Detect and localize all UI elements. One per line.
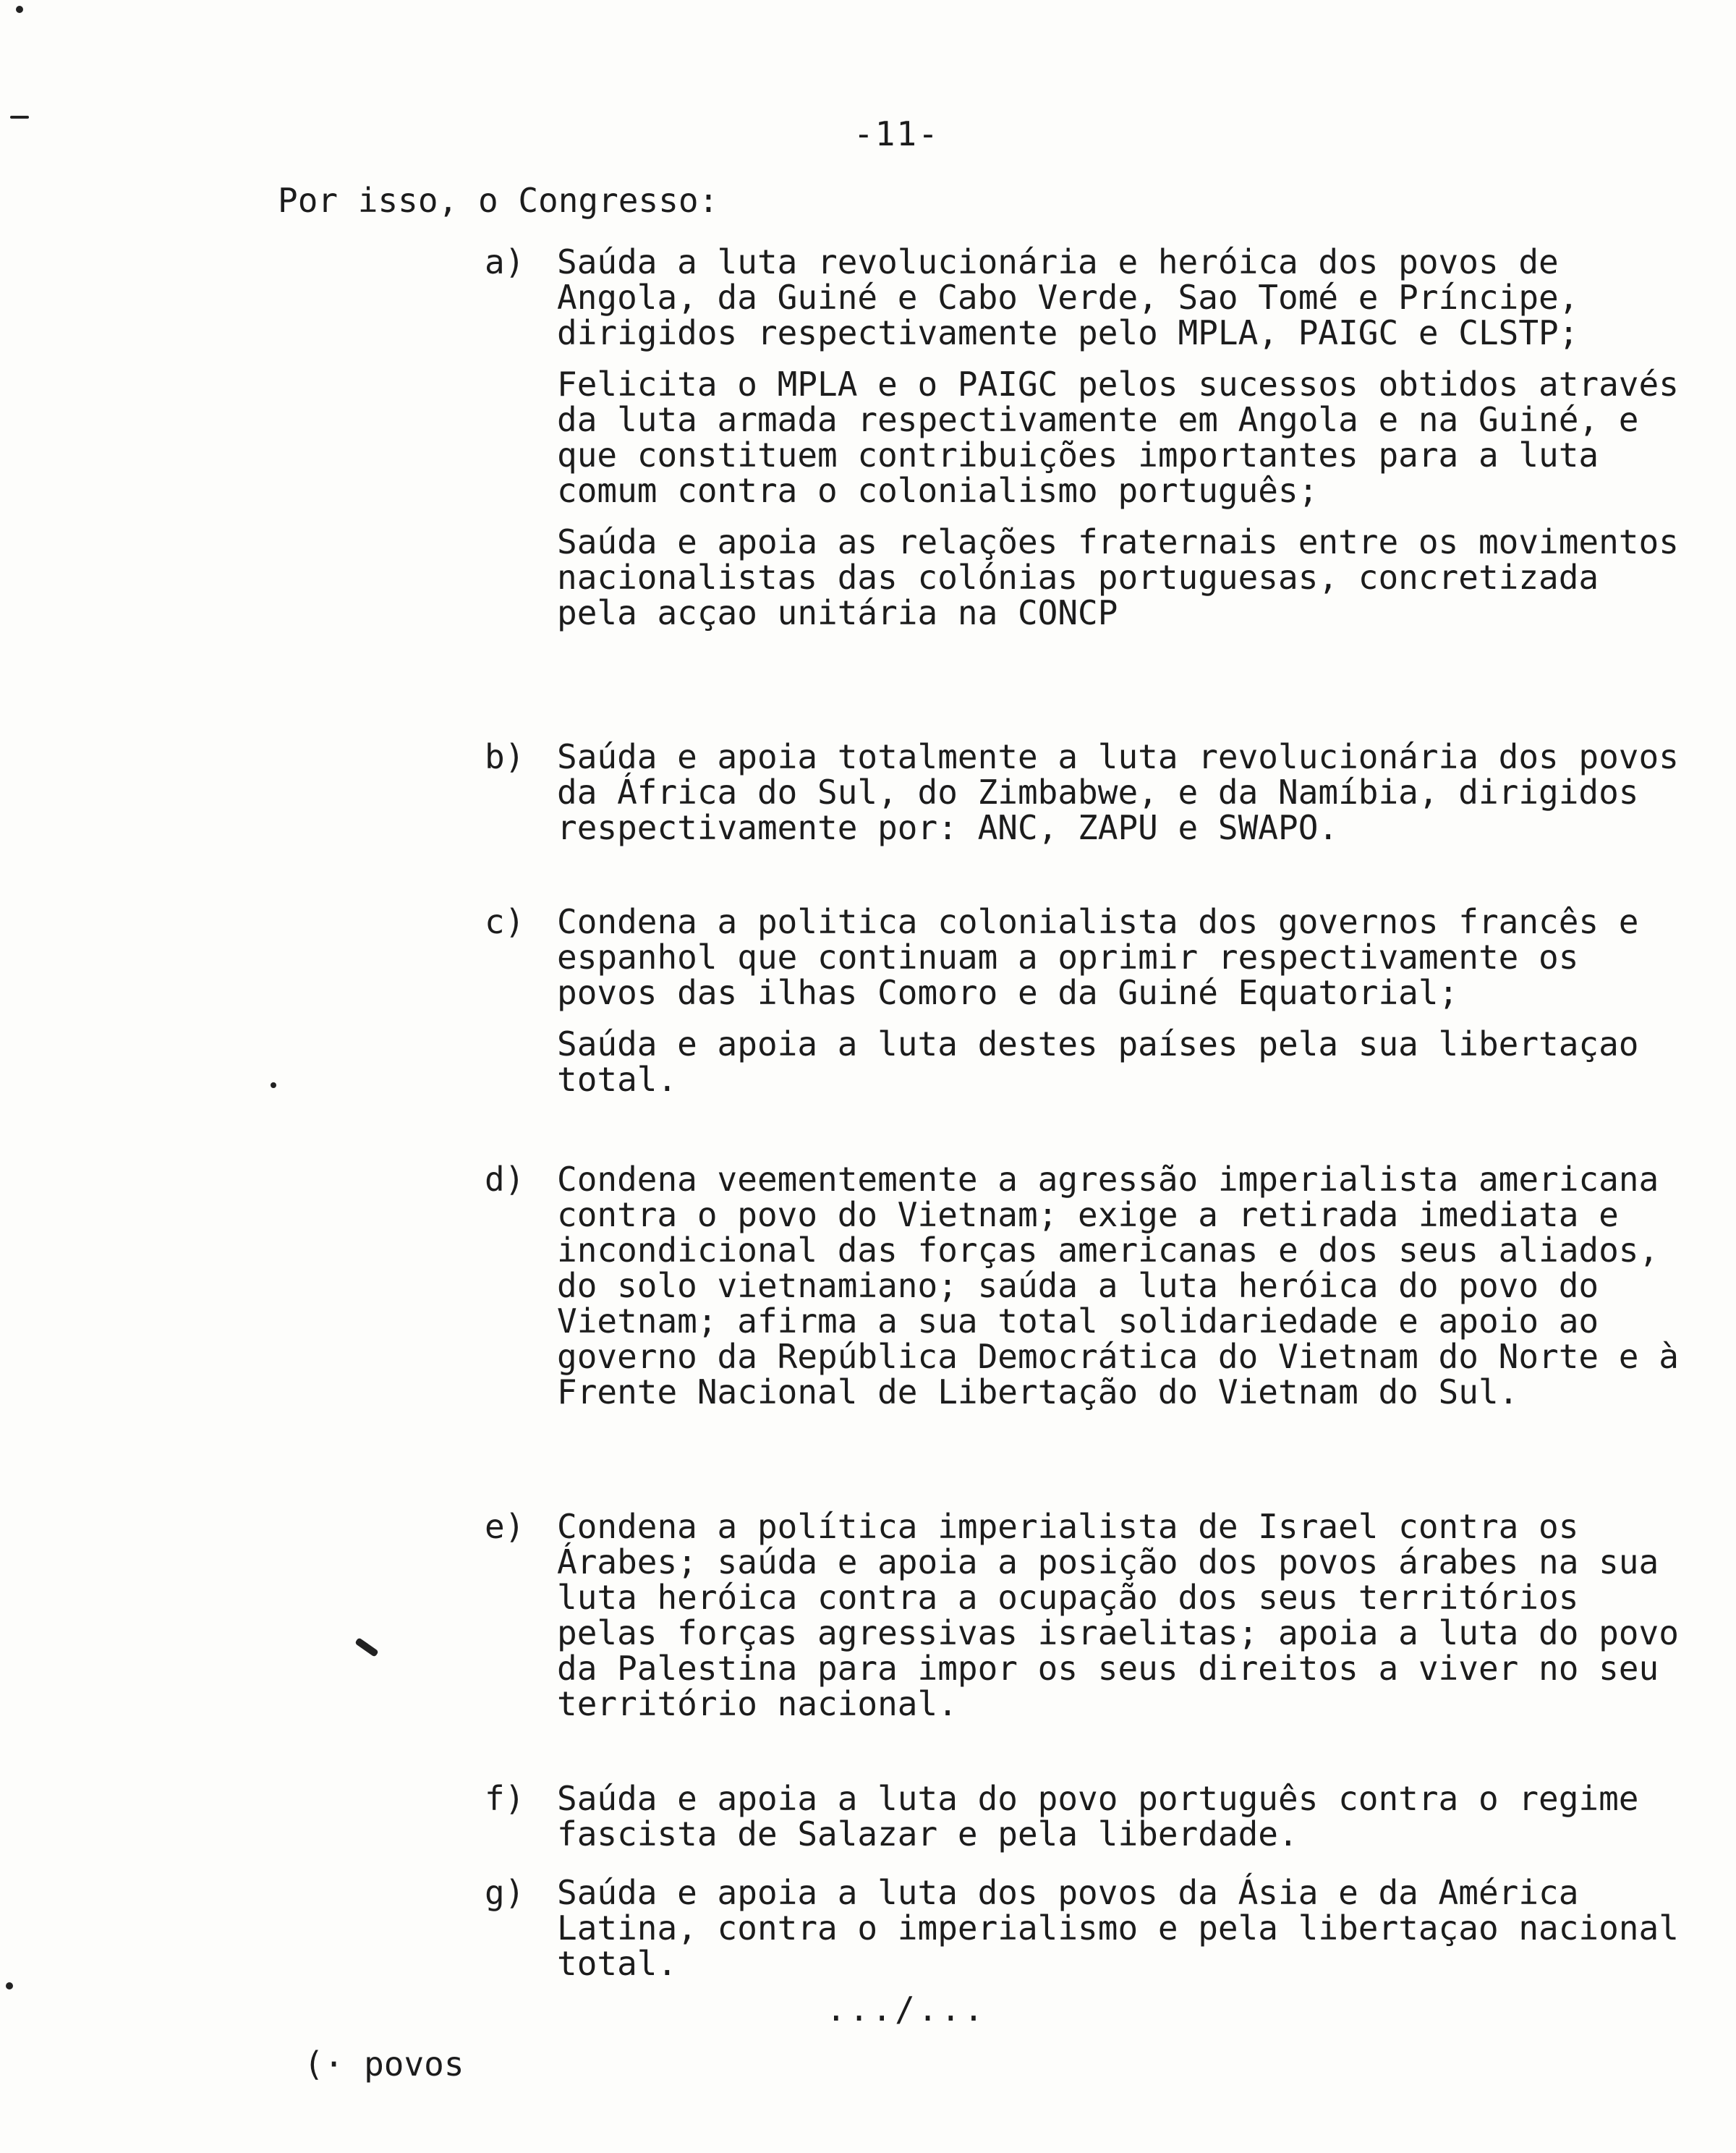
item-c-paragraph-1: Condena a politica colonialista dos governos francês e espanhol que continuam a oprimir respectivamente os povos das ilhas Comoro e da Guiné Equatorial; bbox=[557, 902, 1639, 1012]
scan-speck bbox=[10, 116, 29, 119]
item-marker: f) bbox=[485, 1779, 525, 1818]
item-c-paragraph-2: Saúda e apoia a luta destes países pela sua libertaçao total. bbox=[557, 1024, 1639, 1099]
scan-speck bbox=[271, 1082, 276, 1088]
item-marker: b) bbox=[485, 737, 525, 776]
item-b-paragraph-1: Saúda e apoia totalmente a luta revolucionária dos povos da África do Sul, do Zimbabwe, e da Namíbia, dirigidos respectivamente por: ANC, ZAPU e SWAPO. bbox=[557, 737, 1679, 847]
next-page-catchword: (· povos bbox=[304, 2044, 464, 2084]
item-a-paragraph-2: Felicita o MPLA e o PAIGC pelos sucessos obtidos através da luta armada respectivamente em Angola e na Guiné, e que constituem contribuições importantes para a luta comum contra o colonialismo português; bbox=[557, 365, 1679, 510]
scan-speck bbox=[354, 1637, 379, 1657]
item-d-paragraph-1: Condena veementemente a agressão imperialista americana contra o povo do Vietnam; exige a retirada imediata e incondicional das forças americanas e dos seus aliados, do solo vietnamiano; saúda a luta heróica do povo do Vietnam; afirma a sua total solidariedade e apoio ao governo da República Democrática do Vietnam do Norte e à Frente Nacional de Libertação do Vietnam do Sul. bbox=[557, 1160, 1679, 1411]
item-g-paragraph-1: Saúda e apoia a luta dos povos da Ásia e da América Latina, contra o imperialismo e pela libertaçao nacional total. bbox=[557, 1873, 1679, 1983]
resolution-item-g bbox=[485, 1873, 1679, 1997]
resolution-item-a bbox=[485, 242, 1679, 647]
resolution-item-b bbox=[485, 737, 1679, 862]
resolution-item-e bbox=[485, 1507, 1679, 1738]
item-f-paragraph-1: Saúda e apoia a luta do povo português contra o regime fascista de Salazar e pela liberdade. bbox=[557, 1779, 1639, 1853]
intro-line: Por isso, o Congresso: bbox=[278, 181, 719, 220]
item-a-paragraph-1: Saúda a luta revolucionária e heróica dos povos de Angola, da Guiné e Cabo Verde, Sao Tomé e Príncipe, dirigidos respectivamente pelo MPLA, PAIGC e CLSTP; bbox=[557, 242, 1579, 352]
resolution-item-d bbox=[485, 1160, 1679, 1426]
item-e-paragraph-1: Condena a política imperialista de Israel contra os Árabes; saúda e apoia a posição dos povos árabes na sua luta heróica contra a ocupação dos seus territórios pelas forças agressivas israelitas; apoia a luta do povo da Palestina para impor os seus direitos a viver no seu território nacional. bbox=[557, 1507, 1679, 1723]
item-marker: e) bbox=[485, 1507, 525, 1546]
item-marker: c) bbox=[485, 902, 525, 941]
page-number: -11- bbox=[854, 114, 940, 153]
continuation-mark: .../... bbox=[826, 1989, 987, 2029]
item-marker: g) bbox=[485, 1873, 525, 1912]
item-marker: a) bbox=[485, 242, 525, 281]
scan-speck bbox=[16, 6, 23, 13]
resolution-item-f bbox=[485, 1781, 1642, 1868]
item-marker: d) bbox=[485, 1160, 525, 1199]
item-a-paragraph-3: Saúda e apoia as relações fraternais entre os movimentos nacionalistas das colónias portuguesas, concretizada pela acçao unitária na CONCP bbox=[557, 522, 1679, 632]
scan-speck bbox=[6, 1982, 13, 1989]
resolution-item-c bbox=[485, 904, 1642, 1113]
